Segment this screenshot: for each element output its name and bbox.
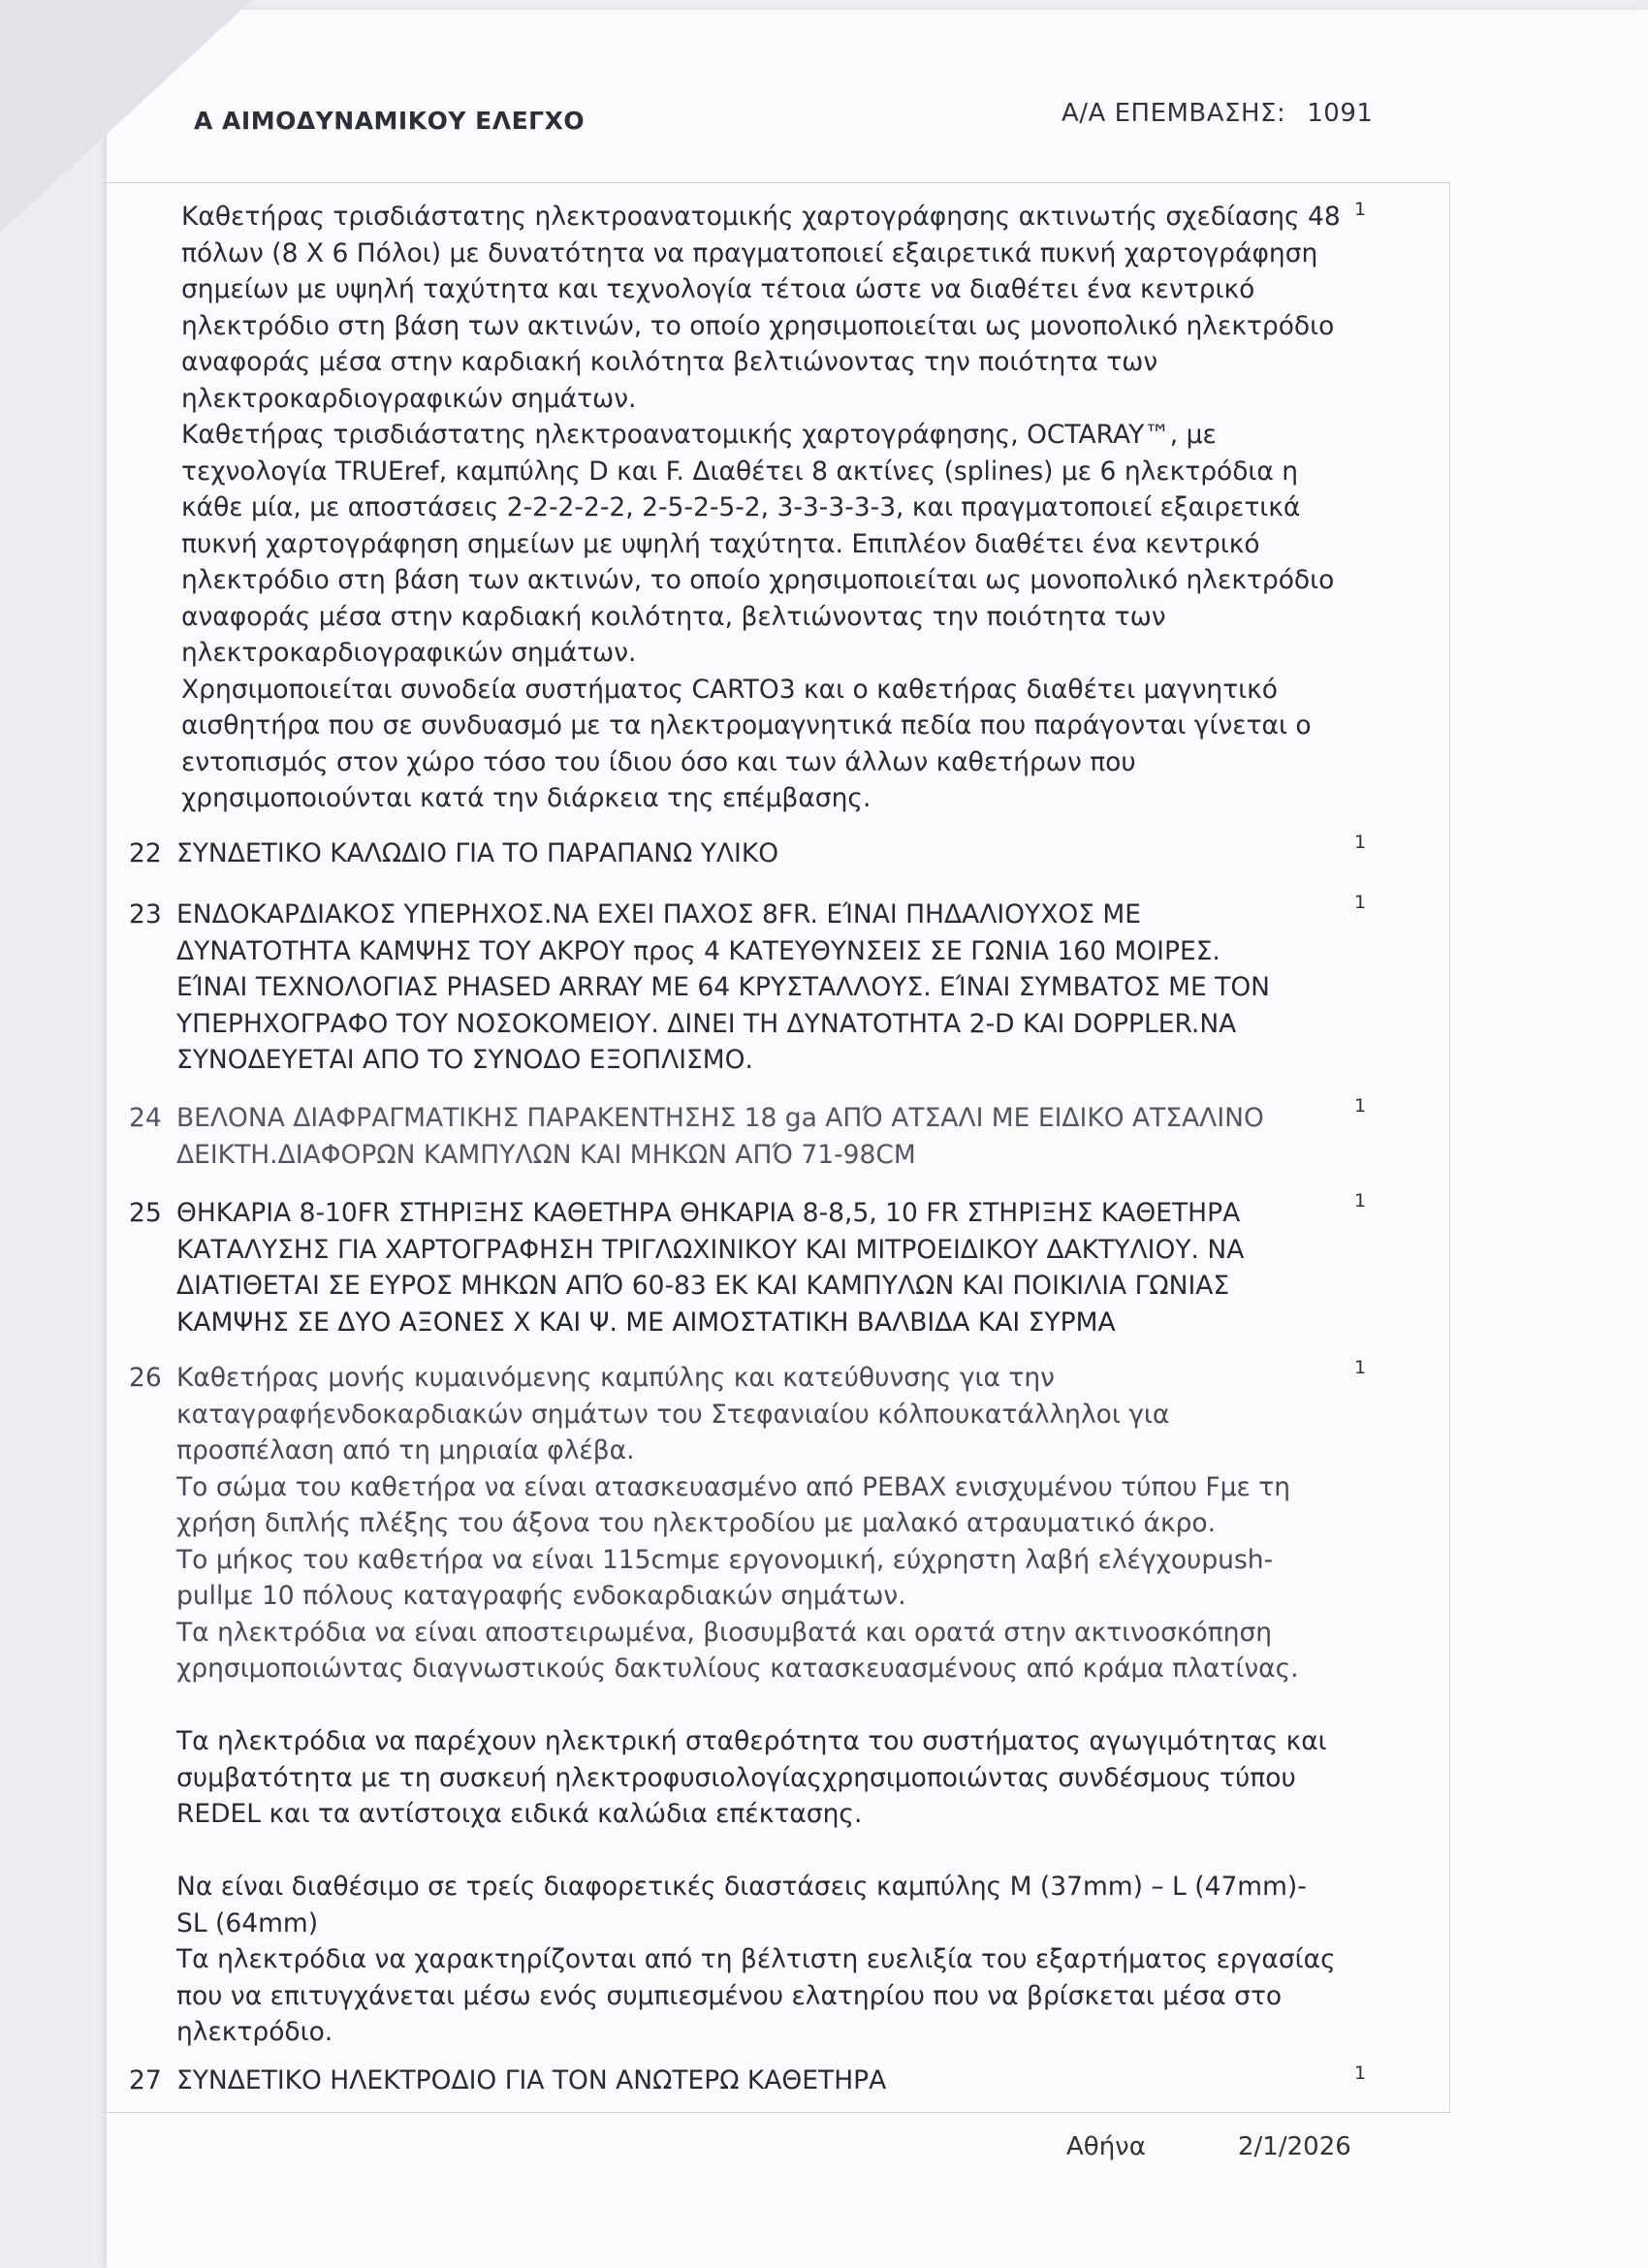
- description-line: καταγραφήενδοκαρδιακών σημάτων του Στεφανιαίου κόλπουκατάλληλοι για: [176, 1399, 1170, 1430]
- description-line: ηλεκτροκαρδιογραφικών σημάτων.: [181, 638, 637, 668]
- item-quantity: 1: [1354, 892, 1367, 913]
- item-27-description: [176, 2063, 1359, 2099]
- item-23-description: [176, 897, 1379, 1079]
- description-line: τεχνολογία TRUEref, καμπύλης D και F. Διαθέτει 8 ακτίνες (splines) με 6 ηλεκτρόδια η: [181, 456, 1299, 487]
- description-line: χρησιμοποιώντας διαγνωστικούς δακτυλίους κατασκευασμένους από κράμα πλατίνας.: [176, 1654, 1299, 1684]
- description-line: ΕΝΔΟΚΑΡΔΙΑΚΟΣ ΥΠΕΡΗΧΟΣ.ΝΑ ΕΧΕΙ ΠΑΧΟΣ 8FR. ΕΊΝΑΙ ΠΗΔΑΛΙΟΥΧΟΣ ΜΕ: [176, 899, 1142, 929]
- description-paragraph: [176, 1360, 1359, 1687]
- description-line: ΣΥΝΔΕΤΙΚΟ ΗΛΕΚΤΡΟΔΙΟ ΓΙΑ ΤΟΝ ΑΝΩΤΕΡΩ ΚΑΘΕΤΗΡΑ: [176, 2065, 887, 2095]
- description-line: Τα ηλεκτρόδια να είναι αποστειρωμένα, βιοσυμβατά και ορατά στην ακτινοσκόπηση: [176, 1617, 1273, 1648]
- item-quantity: 1: [1354, 1095, 1367, 1117]
- description-line: ηλεκτρόδιο στη βάση των ακτινών, το οποίο χρησιμοποιείται ως μονοπολικό ηλεκτρόδιο: [181, 310, 1335, 341]
- item-number: 26: [129, 1363, 162, 1393]
- item-24-description: [176, 1100, 1359, 1173]
- description-line: Καθετήρας τρισδιάστατης ηλεκτροανατομικής χαρτογράφησης ακτινωτής σχεδίασης 48: [181, 202, 1341, 232]
- description-line: ΔΙΑΤΙΘΕΤΑΙ ΣΕ ΕΥΡΟΣ ΜΗΚΩΝ ΑΠΌ 60-83 ΕΚ ΚΑΙ ΚΑΜΠΥΛΩΝ ΚΑΙ ΠΟΙΚΙΛΙΑ ΓΩΝΙΑΣ: [176, 1271, 1230, 1301]
- description-line: Να είναι διαθέσιμο σε τρείς διαφορετικές διαστάσεις καμπύλης M (37mm) – L (47mm)-: [176, 1872, 1307, 1902]
- item-number: 23: [129, 899, 162, 929]
- item-number: 25: [129, 1198, 162, 1228]
- description-line: ηλεκτρόδιο στη βάση των ακτινών, το οποίο χρησιμοποιείται ως μονοπολικό ηλεκτρόδιο: [181, 565, 1335, 595]
- description-line: που να επιτυγχάνεται μέσω ενός συμπιεσμένου ελατηρίου που να βρίσκεται μέσα στο: [176, 1980, 1283, 2011]
- item-quantity: 1: [1354, 1357, 1367, 1378]
- description-line: κάθε μία, με αποστάσεις 2-2-2-2-2, 2-5-2-5-2, 3-3-3-3-3, και πραγματοποιεί εξαιρετικά: [181, 492, 1301, 522]
- description-line: ηλεκτροκαρδιογραφικών σημάτων.: [181, 383, 637, 414]
- footer-date: 2/1/2026: [1238, 2132, 1351, 2161]
- description-line: πυκνή χαρτογράφηση σημείων με υψηλή ταχύτητα. Επιπλέον διαθέτει ένα κεντρικό: [181, 528, 1260, 559]
- description-line: προσπέλαση από τη μηριαία φλέβα.: [176, 1435, 635, 1465]
- description-paragraph: [176, 1869, 1359, 2051]
- description-line: ΣΥΝΟΔΕΥΕΤΑΙ ΑΠΟ ΤΟ ΣΥΝΟΔΟ ΕΞΟΠΛΙΣΜΟ.: [176, 1045, 753, 1075]
- description-line: ΚΑΜΨΗΣ ΣΕ ΔΥΟ ΑΞΟΝΕΣ Χ ΚΑΙ Ψ. ΜΕ ΑΙΜΟΣΤΑΤΙΚΗ ΒΑΛΒΙΔΑ ΚΑΙ ΣΥΡΜΑ: [176, 1307, 1116, 1338]
- operation-label: Α/Α ΕΠΕΜΒΑΣΗΣ:: [1062, 99, 1286, 128]
- description-line: σημείων με υψηλή ταχύτητα και τεχνολογία τέτοια ώστε να διαθέτει ένα κεντρικό: [181, 274, 1255, 304]
- paragraph-gap: [176, 1833, 1359, 1870]
- description-line: αισθητήρα που σε συνδυασμό με τα ηλεκτρομαγνητικά πεδία που παράγονται γίνεται ο: [181, 710, 1312, 740]
- paragraph-gap: [176, 1687, 1359, 1724]
- description-line: συμβατότητα με τη συσκευή ηλεκτροφυσιολογίαςχρησιμοποιώντας συνδέσμους τύπου: [176, 1762, 1296, 1793]
- description-line: Τα ηλεκτρόδια να χαρακτηρίζονται από τη βέλτιστη ευελιξία του εξαρτήματος εργασίας: [176, 1944, 1336, 1974]
- description-line: χρησιμοποιούνται κατά την διάρκεια της επέμβασης.: [181, 783, 872, 813]
- description-line: Το σώμα του καθετήρα να είναι ατασκευασμένο από PEBAX ενισχυμένου τύπου Fμε τη: [176, 1471, 1291, 1502]
- description-line: ΥΠΕΡΗΧΟΓΡΑΦΟ ΤΟΥ ΝΟΣΟΚΟΜΕΙΟΥ. ΔΙΝΕΙ ΤΗ ΔΥΝΑΤΟΤΗΤΑ 2-D ΚΑΙ DOPPLER.ΝΑ: [176, 1008, 1237, 1039]
- description-line: ΔΥΝΑΤΟΤΗΤΑ ΚΑΜΨΗΣ ΤΟΥ ΑΚΡΟΥ προς 4 ΚΑΤΕΥΘΥΝΣΕΙΣ ΣΕ ΓΩΝΙΑ 160 ΜΟΙΡΕΣ.: [176, 935, 1220, 966]
- description-line: REDEL και τα αντίστοιχα ειδικά καλώδια επέκτασης.: [176, 1799, 863, 1829]
- operation-number: 1091: [1307, 99, 1374, 128]
- description-line: αναφοράς μέσα στην καρδιακή κοιλότητα, βελτιώνοντας την ποιότητα των: [181, 601, 1166, 632]
- description-line: εντοπισμός στον χώρο τόσο του ίδιου όσο και των άλλων καθετήρων που: [181, 746, 1136, 777]
- item-number: 22: [129, 838, 162, 868]
- description-line: pullμε 10 πόλους καταγραφής ενδοκαρδιακών σημάτων.: [176, 1581, 906, 1611]
- document-header-title: Α ΑΙΜΟΔΥΝΑΜΙΚΟΥ ΕΛΕΓΧΟ: [194, 107, 586, 135]
- item-21-description: [181, 199, 1374, 817]
- item-number: 24: [129, 1103, 162, 1133]
- description-line: ΔΕΙΚΤΗ.ΔΙΑΦΟΡΩΝ ΚΑΜΠΥΛΩΝ ΚΑΙ ΜΗΚΩΝ ΑΠΌ 71-98CM: [176, 1139, 916, 1170]
- description-line: Χρησιμοποιείται συνοδεία συστήματος CARTO3 και ο καθετήρας διαθέτει μαγνητικό: [181, 674, 1278, 705]
- item-quantity: 1: [1354, 1190, 1367, 1212]
- item-26-description: [176, 1360, 1359, 2051]
- description-line: Καθετήρας τρισδιάστατης ηλεκτροανατομικής χαρτογράφησης, OCTARAY™, με: [181, 420, 1217, 450]
- item-quantity: 1: [1354, 832, 1367, 853]
- description-line: SL (64mm): [176, 1907, 319, 1938]
- description-line: πόλων (8 X 6 Πόλοι) με δυνατότητα να πραγματοποιεί εξαιρετικά πυκνή χαρτογράφηση: [181, 237, 1318, 268]
- description-line: ΒΕΛΟΝΑ ΔΙΑΦΡΑΓΜΑΤΙΚΗΣ ΠΑΡΑΚΕΝΤΗΣΗΣ 18 ga ΑΠΌ ΑΤΣΑΛΙ ΜΕ ΕΙΔΙΚΟ ΑΤΣΑΛΙΝΟ: [176, 1103, 1264, 1133]
- description-line: Τα ηλεκτρόδια να παρέχουν ηλεκτρική σταθερότητα του συστήματος αγωγιμότητας και: [176, 1726, 1327, 1756]
- description-line: ΚΑΤΑΛΥΣΗΣ ΓΙΑ ΧΑΡΤΟΓΡΑΦΗΣΗ ΤΡΙΓΛΩΧΙΝΙΚΟΥ ΚΑΙ ΜΙΤΡΟΕΙΔΙΚΟΥ ΔΑΚΤΥΛΙΟΥ. ΝΑ: [176, 1234, 1245, 1265]
- description-line: Το μήκος του καθετήρα να είναι 115cmμε εργονομική, εύχρηστη λαβή ελέγχουpush-: [176, 1544, 1274, 1575]
- item-number: 27: [129, 2065, 162, 2095]
- description-line: χρήση διπλής πλέξης του άξονα του ηλεκτροδίου με μαλακό ατραυματικό άκρο.: [176, 1508, 1217, 1538]
- description-line: ΣΥΝΔΕΤΙΚΟ ΚΑΛΩΔΙΟ ΓΙΑ ΤΟ ΠΑΡΑΠΑΝΩ ΥΛΙΚΟ: [176, 838, 779, 868]
- item-25-description: [176, 1195, 1359, 1340]
- description-line: ΘΗΚΑΡΙΑ 8-10FR ΣΤΗΡΙΞΗΣ ΚΑΘΕΤΗΡΑ ΘΗΚΑΡΙΑ 8-8,5, 10 FR ΣΤΗΡΙΞΗΣ ΚΑΘΕΤΗΡΑ: [176, 1198, 1241, 1228]
- description-line: ηλεκτρόδιο.: [176, 2017, 333, 2047]
- description-line: ΕΊΝΑΙ ΤΕΧΝΟΛΟΓΙΑΣ PHASED ARRAY ΜΕ 64 ΚΡΥΣΤΑΛΛΟΥΣ. ΕΊΝΑΙ ΣΥΜΒΑΤΟΣ ΜΕ ΤΟΝ: [176, 972, 1271, 1002]
- description-paragraph: [176, 1723, 1359, 1833]
- item-22-description: [176, 835, 1359, 872]
- description-line: Καθετήρας μονής κυμαινόμενης καμπύλης και κατεύθυνσης για την: [176, 1363, 1055, 1393]
- item-quantity: 1: [1354, 2063, 1367, 2084]
- operation-number-header: [1062, 99, 1373, 128]
- footer-city: Αθήνα: [1066, 2132, 1146, 2161]
- item-quantity: 1: [1354, 199, 1367, 220]
- description-line: αναφοράς μέσα στην καρδιακή κοιλότητα βελτιώνοντας την ποιότητα των: [181, 347, 1158, 377]
